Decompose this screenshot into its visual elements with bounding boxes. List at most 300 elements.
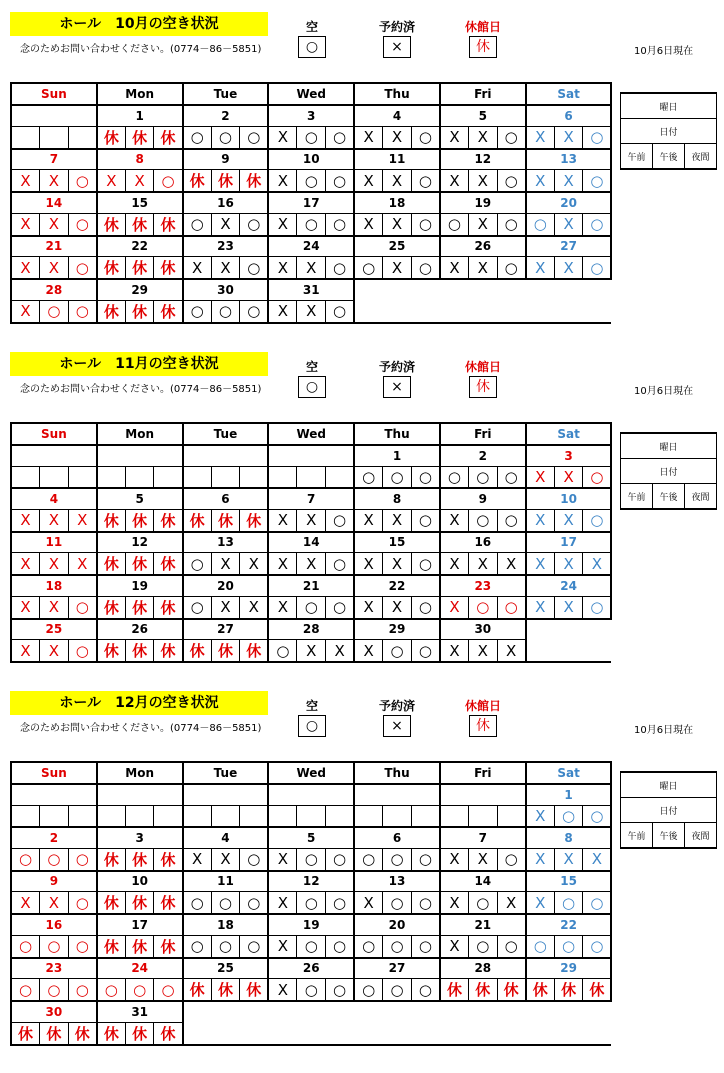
slot-row (11, 1022, 611, 1045)
date-cell (354, 1001, 440, 1022)
slot-cell: ○ (240, 257, 269, 280)
date-row (11, 149, 611, 170)
slot-cell: 休 (154, 553, 183, 576)
slot-cell: X (526, 553, 555, 576)
slot-cell: X (554, 213, 583, 236)
slot-cell: ○ (326, 553, 355, 576)
slot-cell: X (354, 892, 383, 915)
date-cell: 17 (97, 914, 183, 935)
date-row (11, 236, 611, 257)
slot-cell: ○ (240, 935, 269, 958)
key-slot-afternoon: 午後 (653, 823, 685, 849)
slot-cell: X (268, 257, 297, 280)
slot-cell: ○ (383, 892, 412, 915)
slot-cell (354, 805, 383, 827)
slot-cell (383, 805, 412, 827)
date-cell: 2 (440, 445, 526, 466)
slot-cell (497, 300, 526, 323)
slot-cell: ○ (183, 126, 212, 149)
weekday-sat: Sat (526, 83, 612, 105)
slot-cell: ○ (469, 509, 498, 532)
date-cell: 13 (526, 149, 612, 170)
date-row (11, 192, 611, 213)
date-cell: 13 (354, 871, 440, 892)
date-row (11, 1001, 611, 1022)
date-row (11, 488, 611, 509)
slot-cell: X (469, 213, 498, 236)
slot-cell: 休 (154, 126, 183, 149)
slot-cell: X (554, 848, 583, 871)
key-slot-evening: 夜間 (685, 823, 717, 849)
date-cell: 26 (440, 236, 526, 257)
slot-cell: ○ (411, 935, 440, 958)
key-date: 日付 (621, 798, 717, 823)
slot-cell: X (497, 553, 526, 576)
date-cell: 12 (268, 871, 354, 892)
slot-cell: 休 (97, 892, 126, 915)
date-cell: 28 (440, 958, 526, 979)
slot-cell: X (583, 553, 612, 576)
weekday-mon: Mon (97, 762, 183, 784)
slot-cell: X (40, 257, 69, 280)
date-cell (440, 784, 526, 805)
date-cell: 30 (11, 1001, 97, 1022)
date-cell: 1 (526, 784, 612, 805)
calendar-table (10, 422, 612, 663)
slot-cell: 休 (183, 979, 212, 1002)
date-cell: 6 (354, 827, 440, 848)
slot-cell: ○ (68, 848, 97, 871)
date-cell: 24 (97, 958, 183, 979)
date-cell: 7 (268, 488, 354, 509)
slot-cell: X (497, 640, 526, 663)
date-cell: 6 (183, 488, 269, 509)
slot-cell: ○ (497, 170, 526, 193)
slot-cell: 休 (97, 596, 126, 619)
slot-cell: X (11, 300, 40, 323)
slot-cell: X (354, 213, 383, 236)
key-slot-evening: 夜間 (685, 144, 717, 170)
slot-cell: X (526, 848, 555, 871)
slot-cell: ○ (583, 892, 612, 915)
slot-cell: ○ (183, 892, 212, 915)
contact-note: 念のためお問い合わせください。(0774－86－5851) (20, 384, 262, 395)
slot-cell: X (211, 848, 240, 871)
date-cell (183, 1001, 269, 1022)
date-cell: 31 (97, 1001, 183, 1022)
slot-cell (211, 1022, 240, 1045)
slot-cell: X (40, 640, 69, 663)
weekday-fri: Fri (440, 83, 526, 105)
slot-cell (411, 1022, 440, 1045)
slot-cell (97, 466, 126, 488)
slot-cell: X (211, 213, 240, 236)
slot-cell: X (297, 257, 326, 280)
date-row (11, 575, 611, 596)
slot-cell: X (97, 170, 126, 193)
slot-cell: X (469, 848, 498, 871)
slot-cell: 休 (68, 1022, 97, 1045)
slot-cell (383, 1022, 412, 1045)
slot-cell: 休 (526, 979, 555, 1002)
slot-cell: ○ (68, 640, 97, 663)
slot-row (11, 596, 611, 619)
slot-cell: ○ (554, 805, 583, 827)
slot-cell: X (297, 300, 326, 323)
date-cell: 23 (183, 236, 269, 257)
slot-cell: 休 (154, 1022, 183, 1045)
date-cell: 30 (440, 619, 526, 640)
slot-cell (583, 1022, 612, 1045)
slot-cell: X (68, 553, 97, 576)
weekday-header-row (11, 83, 611, 105)
slot-cell: X (526, 466, 555, 488)
slot-cell: X (440, 935, 469, 958)
date-cell: 3 (97, 827, 183, 848)
slot-row (11, 466, 611, 488)
slot-cell: ○ (183, 300, 212, 323)
date-cell: 28 (11, 279, 97, 300)
legend-label-available: 空 (305, 20, 318, 34)
slot-cell: ○ (469, 935, 498, 958)
legend-label-reserved: 予約済 (378, 20, 415, 34)
weekday-tue: Tue (183, 762, 269, 784)
slot-key-table (620, 432, 717, 510)
slot-cell: 休 (125, 509, 154, 532)
slot-row (11, 257, 611, 280)
slot-cell: ○ (411, 596, 440, 619)
slot-cell: X (268, 213, 297, 236)
slot-cell: X (383, 126, 412, 149)
slot-cell (383, 300, 412, 323)
weekday-tue: Tue (183, 423, 269, 445)
key-row (621, 459, 717, 484)
slot-cell: X (469, 170, 498, 193)
slot-cell: X (554, 509, 583, 532)
slot-cell (11, 126, 40, 149)
contact-note: 念のためお問い合わせください。(0774－86－5851) (20, 44, 262, 55)
slot-cell: 休 (211, 640, 240, 663)
slot-cell: 休 (125, 257, 154, 280)
slot-cell: ○ (211, 126, 240, 149)
slot-cell: ○ (240, 213, 269, 236)
slot-cell (411, 300, 440, 323)
slot-cell: X (40, 596, 69, 619)
date-cell: 18 (183, 914, 269, 935)
slot-cell (526, 1022, 555, 1045)
slot-cell (183, 466, 212, 488)
slot-cell: 休 (154, 509, 183, 532)
slot-cell: X (268, 170, 297, 193)
slot-cell: X (554, 257, 583, 280)
slot-cell: 休 (11, 1022, 40, 1045)
slot-cell: X (268, 126, 297, 149)
slot-cell: ○ (326, 126, 355, 149)
date-cell: 27 (526, 236, 612, 257)
slot-cell: 休 (211, 979, 240, 1002)
date-cell: 25 (183, 958, 269, 979)
slot-cell: ○ (583, 466, 612, 488)
calendar-table (10, 82, 612, 324)
slot-cell: ○ (240, 126, 269, 149)
as-of-date: 10月6日現在 (634, 386, 694, 397)
date-cell: 16 (440, 532, 526, 553)
date-cell: 14 (268, 532, 354, 553)
date-cell: 29 (526, 958, 612, 979)
weekday-header-row (11, 762, 611, 784)
date-cell: 2 (11, 827, 97, 848)
date-cell: 18 (354, 192, 440, 213)
slot-cell: ○ (497, 509, 526, 532)
key-row (621, 433, 717, 459)
slot-cell: ○ (497, 257, 526, 280)
slot-cell: ○ (268, 640, 297, 663)
slot-cell (554, 640, 583, 663)
date-cell: 10 (526, 488, 612, 509)
key-row (621, 119, 717, 144)
slot-cell (440, 300, 469, 323)
date-cell (11, 784, 97, 805)
slot-cell: X (383, 170, 412, 193)
slot-cell: ○ (497, 935, 526, 958)
as-of-date: 10月6日現在 (634, 725, 694, 736)
slot-key-table (620, 92, 717, 170)
date-cell: 5 (440, 105, 526, 126)
date-cell: 19 (268, 914, 354, 935)
slot-cell: 休 (497, 979, 526, 1002)
slot-cell: ○ (297, 848, 326, 871)
slot-cell: 休 (125, 1022, 154, 1045)
date-cell: 19 (97, 575, 183, 596)
slot-cell (440, 805, 469, 827)
date-row (11, 532, 611, 553)
slot-cell: ○ (183, 935, 212, 958)
slot-cell: ○ (583, 126, 612, 149)
slot-cell: ○ (68, 596, 97, 619)
legend-mark-closed: 休 (469, 715, 497, 737)
slot-cell: X (354, 170, 383, 193)
slot-cell: ○ (40, 979, 69, 1002)
date-cell (526, 279, 612, 300)
slot-cell (469, 300, 498, 323)
date-cell: 14 (11, 192, 97, 213)
slot-cell: 休 (211, 509, 240, 532)
slot-cell: ○ (211, 892, 240, 915)
slot-cell: 休 (97, 300, 126, 323)
slot-cell: ○ (40, 848, 69, 871)
slot-cell: X (268, 848, 297, 871)
date-cell: 12 (97, 532, 183, 553)
slot-cell: X (583, 848, 612, 871)
slot-cell (68, 126, 97, 149)
slot-cell: X (469, 553, 498, 576)
legend-mark-available: ○ (298, 715, 326, 737)
date-cell: 31 (268, 279, 354, 300)
date-row (11, 958, 611, 979)
slot-cell: 休 (125, 553, 154, 576)
slot-cell: ○ (326, 170, 355, 193)
slot-cell: ○ (240, 848, 269, 871)
slot-cell: ○ (497, 848, 526, 871)
slot-cell: ○ (583, 935, 612, 958)
slot-row (11, 170, 611, 193)
slot-cell: 休 (125, 892, 154, 915)
slot-cell: X (383, 257, 412, 280)
slot-cell: ○ (583, 170, 612, 193)
slot-cell: 休 (583, 979, 612, 1002)
slot-cell: ○ (297, 979, 326, 1002)
slot-cell: X (354, 596, 383, 619)
month-block (0, 352, 724, 692)
date-cell: 1 (354, 445, 440, 466)
slot-cell: ○ (326, 300, 355, 323)
slot-cell: X (354, 553, 383, 576)
slot-cell: 休 (125, 596, 154, 619)
date-cell: 5 (97, 488, 183, 509)
slot-cell: X (326, 640, 355, 663)
slot-cell: X (354, 126, 383, 149)
slot-row (11, 935, 611, 958)
slot-row (11, 300, 611, 323)
slot-cell: 休 (154, 300, 183, 323)
date-cell: 27 (354, 958, 440, 979)
slot-cell: ○ (583, 596, 612, 619)
weekday-sun: Sun (11, 423, 97, 445)
slot-cell: ○ (68, 170, 97, 193)
date-cell: 10 (268, 149, 354, 170)
weekday-thu: Thu (354, 83, 440, 105)
slot-cell: X (40, 509, 69, 532)
slot-cell: ○ (383, 848, 412, 871)
key-date: 日付 (621, 459, 717, 484)
slot-cell (125, 805, 154, 827)
slot-cell (240, 466, 269, 488)
date-cell: 15 (354, 532, 440, 553)
slot-cell: X (469, 257, 498, 280)
date-cell: 16 (183, 192, 269, 213)
slot-cell: ○ (354, 848, 383, 871)
date-cell: 8 (354, 488, 440, 509)
slot-cell (125, 466, 154, 488)
slot-cell: ○ (497, 126, 526, 149)
legend-mark-reserved: × (383, 715, 411, 737)
slot-cell: 休 (125, 213, 154, 236)
slot-cell (297, 466, 326, 488)
slot-cell: ○ (154, 979, 183, 1002)
slot-cell (526, 300, 555, 323)
slot-cell: X (11, 596, 40, 619)
key-slot-afternoon: 午後 (653, 484, 685, 510)
slot-cell: X (469, 640, 498, 663)
slot-cell: X (11, 892, 40, 915)
date-cell: 2 (183, 105, 269, 126)
slot-cell: X (469, 126, 498, 149)
slot-cell: ○ (583, 805, 612, 827)
slot-cell: X (268, 596, 297, 619)
slot-cell: ○ (68, 300, 97, 323)
date-cell (440, 279, 526, 300)
date-cell (268, 445, 354, 466)
slot-cell: ○ (297, 892, 326, 915)
date-cell: 21 (268, 575, 354, 596)
slot-cell: 休 (240, 170, 269, 193)
slot-cell: ○ (411, 126, 440, 149)
date-cell: 20 (354, 914, 440, 935)
date-cell: 4 (183, 827, 269, 848)
date-row (11, 871, 611, 892)
date-cell: 10 (97, 871, 183, 892)
slot-cell: ○ (497, 596, 526, 619)
date-cell (440, 1001, 526, 1022)
date-cell: 24 (526, 575, 612, 596)
slot-cell: 休 (183, 640, 212, 663)
date-cell: 13 (183, 532, 269, 553)
slot-cell: ○ (411, 257, 440, 280)
slot-row (11, 640, 611, 663)
slot-cell: 休 (469, 979, 498, 1002)
slot-row (11, 553, 611, 576)
slot-cell: X (11, 170, 40, 193)
date-cell: 23 (11, 958, 97, 979)
slot-cell (583, 640, 612, 663)
slot-cell: X (211, 596, 240, 619)
date-cell: 20 (526, 192, 612, 213)
slot-cell: ○ (526, 935, 555, 958)
date-cell: 24 (268, 236, 354, 257)
slot-cell: 休 (240, 640, 269, 663)
legend-label-available: 空 (305, 699, 318, 713)
slot-cell (40, 466, 69, 488)
slot-cell: ○ (68, 257, 97, 280)
slot-cell: X (183, 257, 212, 280)
slot-cell: 休 (97, 257, 126, 280)
legend-label-reserved: 予約済 (378, 360, 415, 374)
date-cell: 18 (11, 575, 97, 596)
slot-cell: X (383, 509, 412, 532)
slot-cell: X (297, 640, 326, 663)
month-block (0, 12, 724, 352)
slot-cell: X (40, 892, 69, 915)
date-cell: 3 (526, 445, 612, 466)
slot-cell: X (268, 553, 297, 576)
slot-cell: ○ (68, 935, 97, 958)
slot-cell: ○ (211, 935, 240, 958)
slot-cell (154, 805, 183, 827)
key-row (621, 144, 717, 170)
slot-cell: ○ (469, 596, 498, 619)
slot-cell: X (11, 213, 40, 236)
slot-cell: ○ (469, 466, 498, 488)
slot-cell (240, 805, 269, 827)
weekday-wed: Wed (268, 83, 354, 105)
slot-cell (354, 1022, 383, 1045)
slot-cell: X (40, 213, 69, 236)
slot-cell: 休 (154, 596, 183, 619)
weekday-wed: Wed (268, 423, 354, 445)
weekday-sun: Sun (11, 83, 97, 105)
slot-cell: X (440, 848, 469, 871)
slot-cell: X (11, 640, 40, 663)
slot-cell: 休 (240, 509, 269, 532)
date-cell (268, 1001, 354, 1022)
date-cell: 1 (97, 105, 183, 126)
slot-cell: X (125, 170, 154, 193)
slot-cell: X (268, 509, 297, 532)
legend-label-reserved: 予約済 (378, 699, 415, 713)
slot-cell: ○ (326, 596, 355, 619)
legend-mark-closed: 休 (469, 36, 497, 58)
slot-row (11, 892, 611, 915)
